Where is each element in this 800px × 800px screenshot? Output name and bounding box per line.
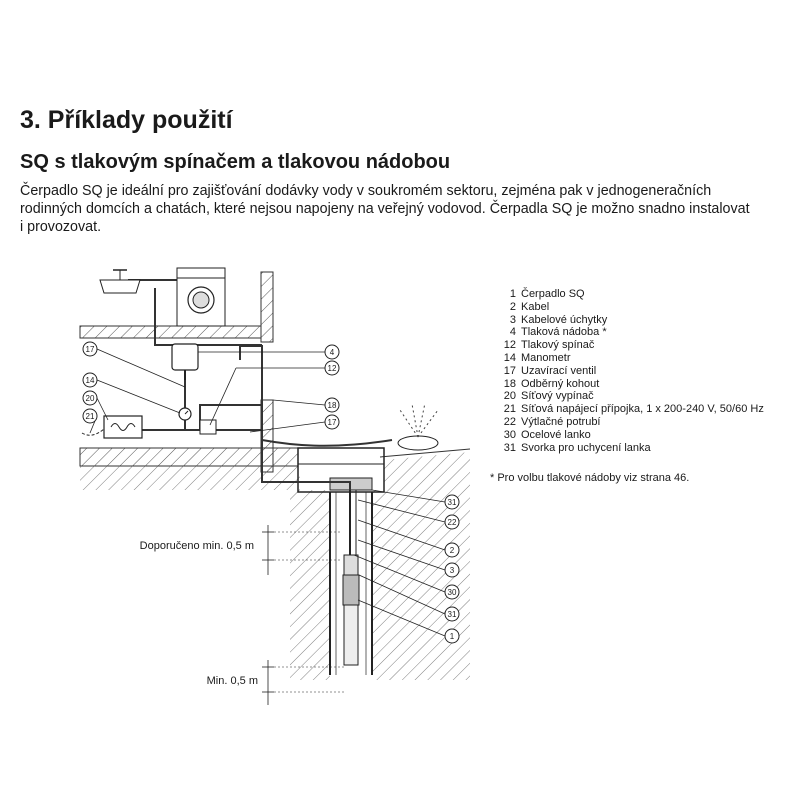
- legend-label: Manometr: [521, 351, 571, 364]
- legend-item: [488, 378, 764, 391]
- section-heading: SQ s tlakovým spínačem a tlakovou nádobou: [20, 151, 451, 173]
- well-chamber: [298, 448, 384, 492]
- legend-item: [488, 352, 764, 365]
- legend-number: 18: [503, 377, 516, 390]
- legend-label: Odběrný kohout: [521, 377, 600, 390]
- dimension-recommended-label: Doporučeno min. 0,5 m: [139, 540, 254, 552]
- legend-label: Čerpadlo SQ: [521, 288, 585, 300]
- legend-item: [488, 390, 764, 403]
- sink: [100, 270, 140, 293]
- legend-number: 30: [503, 428, 516, 441]
- callout-1: 1: [449, 632, 455, 641]
- page-heading: 3. Příklady použití: [20, 106, 233, 134]
- legend-item: [488, 288, 764, 301]
- manometer: [179, 408, 191, 420]
- legend-label: Kabelové úchytky: [521, 313, 608, 326]
- callout-3: 3: [449, 566, 455, 575]
- legend-label: Výtlačné potrubí: [521, 415, 601, 428]
- callout-18: 18: [327, 401, 337, 410]
- legend-number: 14: [503, 351, 516, 364]
- legend-number: 17: [503, 364, 516, 377]
- callout-4: 4: [329, 348, 335, 357]
- legend-number: 20: [503, 390, 516, 403]
- sprinkler: [398, 403, 438, 450]
- washing-machine: [177, 268, 225, 326]
- callout-14: 14: [85, 376, 95, 385]
- pressure-tank: [172, 344, 198, 380]
- intro-line: rodinných domcích a chatách, které nejsou napojeny na veřejný vodovod. Čerpadla SQ je možno snadno instalovat: [20, 201, 750, 217]
- parts-legend: [488, 288, 764, 454]
- legend-label: Ocelové lanko: [521, 428, 591, 441]
- callout-30: 30: [447, 588, 457, 597]
- ground-soil: [80, 449, 470, 680]
- legend-label: Síťový vypínač: [521, 390, 594, 403]
- callout-17-left: 17: [85, 345, 95, 354]
- legend-number: 4: [509, 326, 516, 339]
- pump: [343, 490, 359, 665]
- legend-item: [488, 365, 764, 378]
- legend-item: [488, 339, 764, 352]
- callout-2: 2: [449, 546, 455, 555]
- callout-17-right: 17: [327, 418, 337, 427]
- intro-line: Čerpadlo SQ je ideální pro zajišťování dodávky vody v soukromém sektoru, zejména pak v jednogeneračních: [20, 183, 712, 199]
- intro-line: i provozovat.: [20, 219, 102, 235]
- callout-22: 22: [447, 518, 457, 527]
- dimension-min-label: Min. 0,5 m: [206, 675, 258, 687]
- legend-label: Svorka pro uchycení lanka: [521, 441, 651, 454]
- legend-number: 12: [503, 339, 516, 352]
- legend-label: Kabel: [521, 300, 550, 313]
- callout-31-upper: 31: [447, 498, 457, 507]
- tank-footnote: * Pro volbu tlakové nádoby viz strana 46.: [490, 472, 690, 484]
- legend-number: 1: [509, 288, 516, 300]
- legend-number: 21: [503, 403, 516, 416]
- dimension-min: [207, 660, 344, 705]
- callout-20: 20: [85, 394, 95, 403]
- legend-label: Tlaková nádoba *: [521, 326, 607, 339]
- legend-number: 2: [509, 300, 516, 313]
- legend-number: 3: [509, 313, 516, 326]
- legend-item: [488, 429, 764, 442]
- legend-label: Síťová napájecí přípojka, 1 x 200-240 V, 50/60 Hz: [521, 403, 764, 416]
- legend-item: [488, 416, 764, 429]
- callout-21: 21: [85, 412, 95, 421]
- legend-item: [488, 442, 764, 455]
- legend-label: Uzavírací ventil: [521, 364, 597, 377]
- legend-item: [488, 326, 764, 339]
- legend-number: 22: [503, 415, 516, 428]
- legend-label: Tlakový spínač: [521, 339, 595, 352]
- callout-31-lower: 31: [447, 610, 457, 619]
- legend-item: [488, 314, 764, 327]
- pressure-switch: [200, 420, 216, 434]
- callout-12: 12: [327, 364, 337, 373]
- legend-item: [488, 403, 764, 416]
- legend-number: 31: [503, 441, 516, 454]
- legend-item: [488, 301, 764, 314]
